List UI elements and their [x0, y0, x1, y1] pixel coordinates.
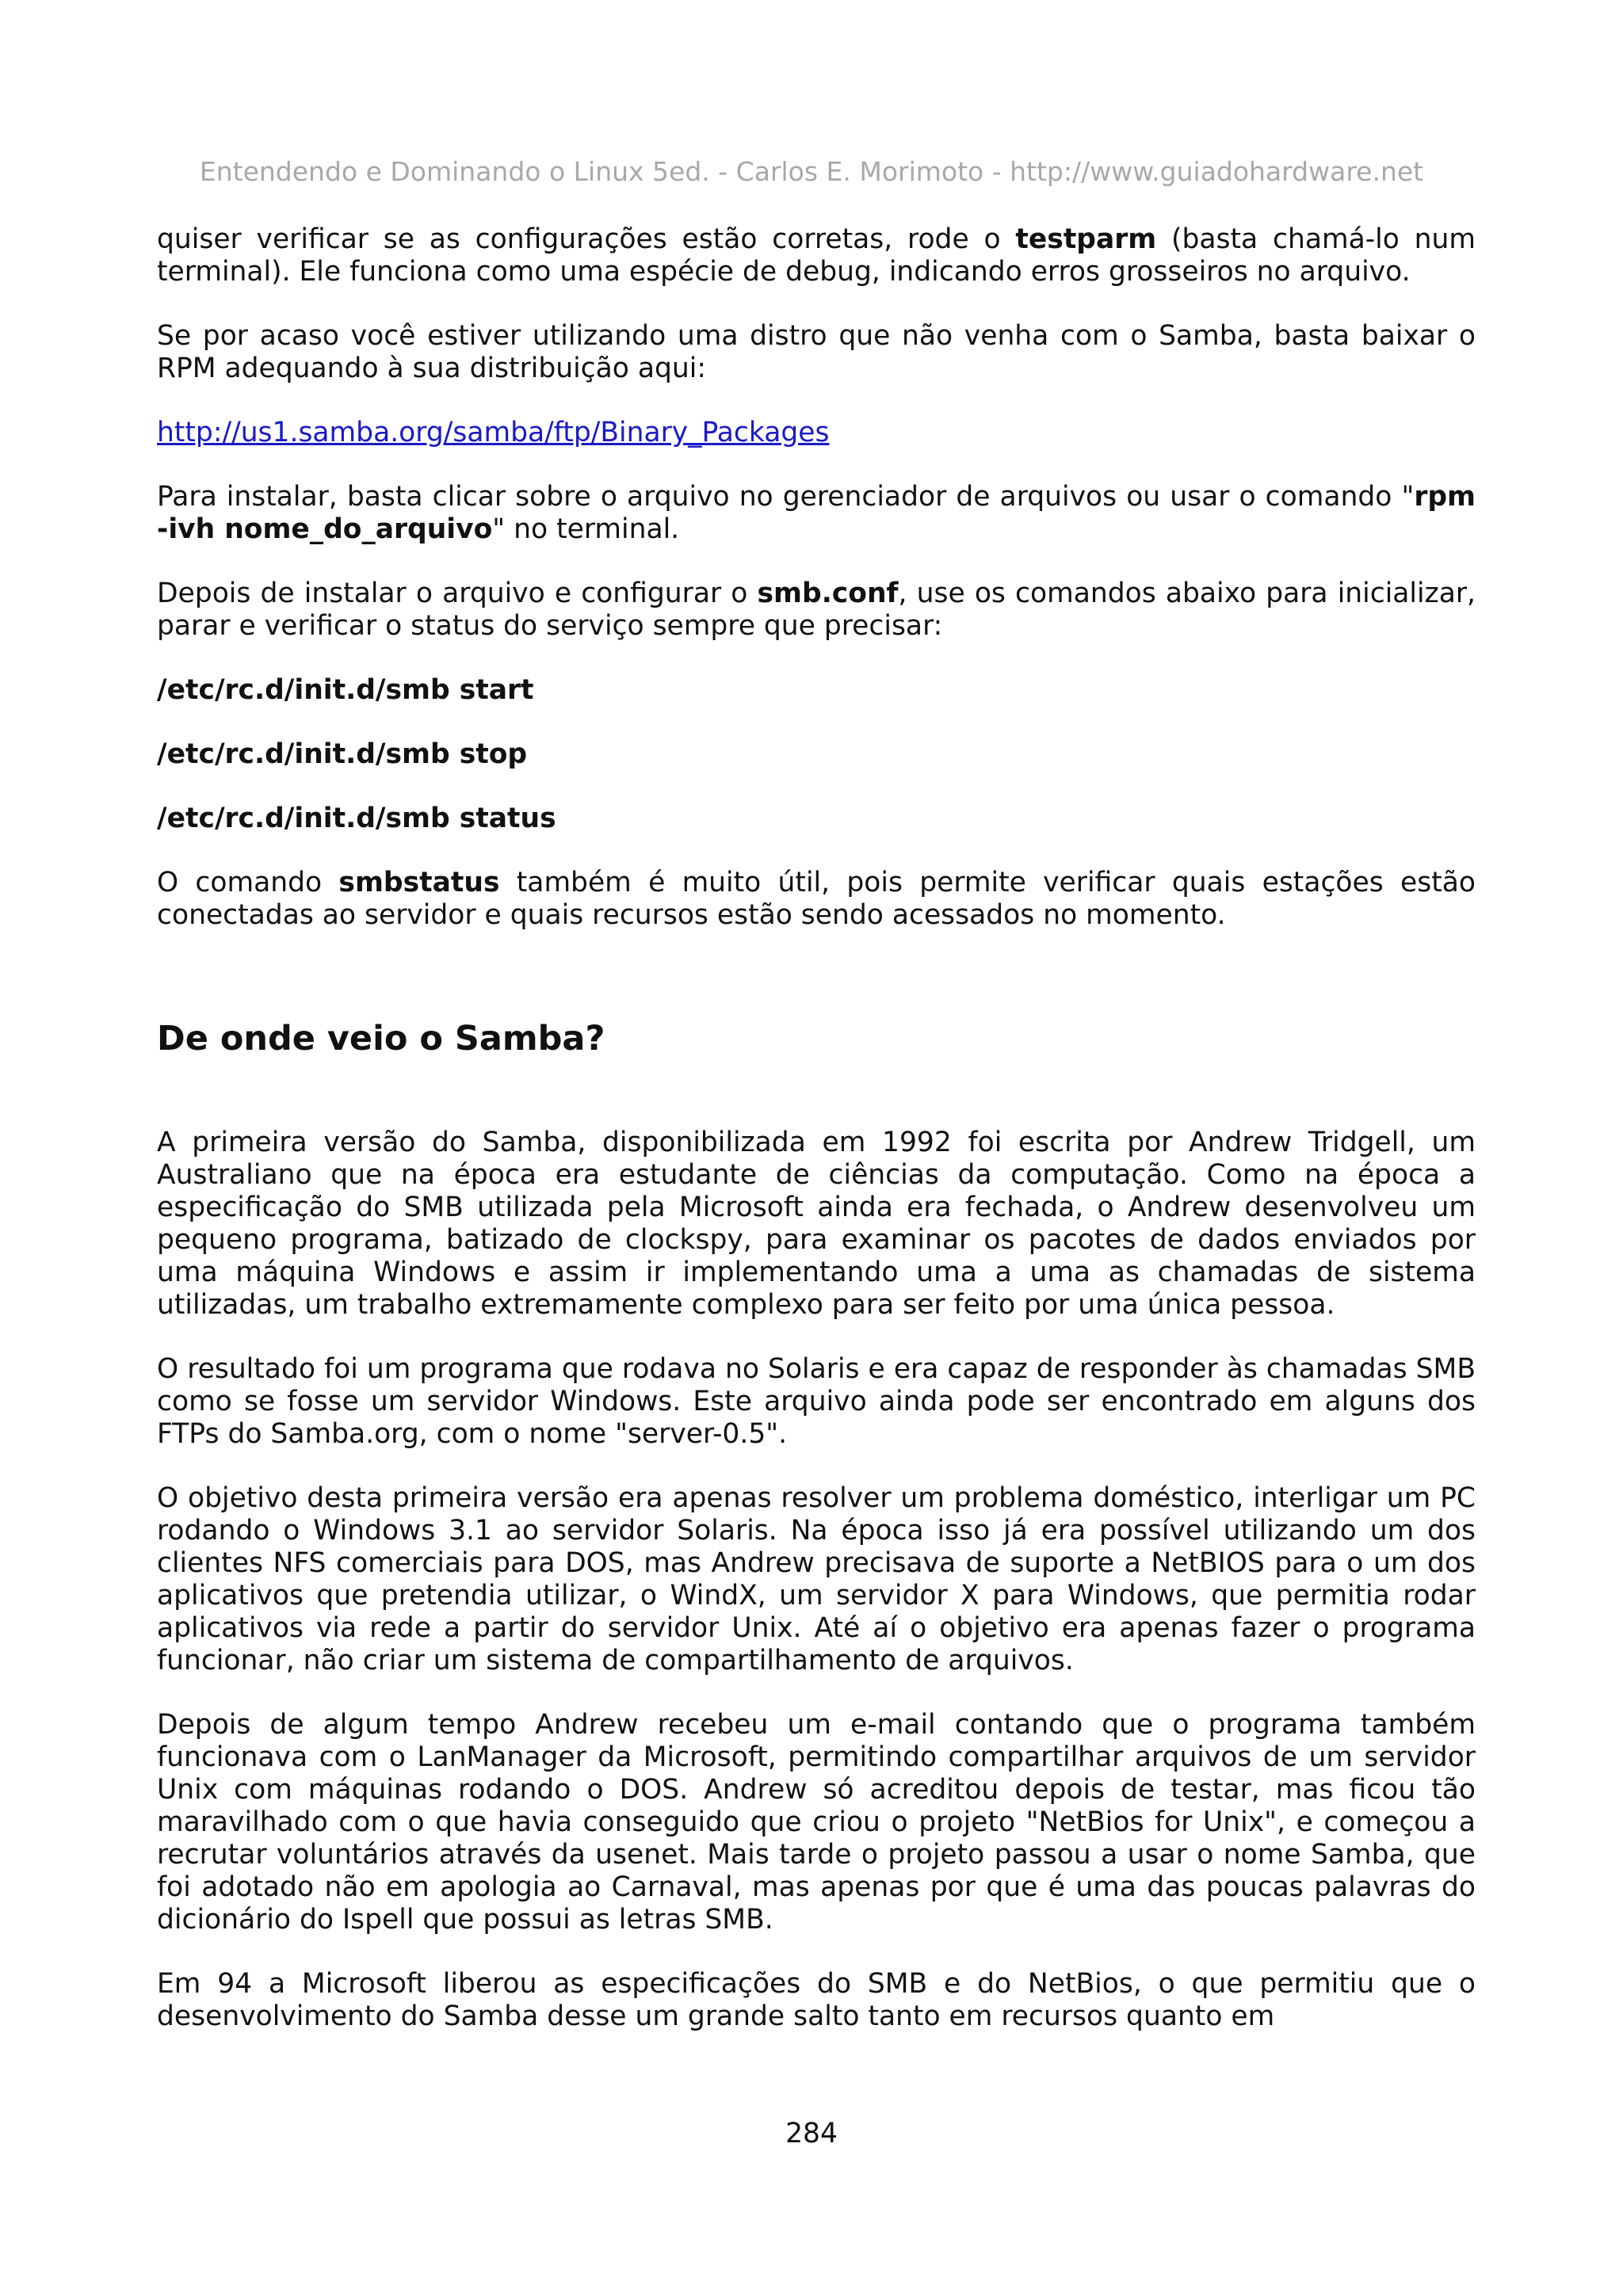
- paragraph-history-5: Em 94 a Microsoft liberou as especificações do SMB e do NetBios, o que permitiu que o desenvolvimento do Samba desse um grande salto tanto em recursos quanto em: [157, 1968, 1476, 2032]
- paragraph-download-rpm: Se por acaso você estiver utilizando uma distro que não venha com o Samba, basta baixar o RPM adequando à sua distribuição aqui:: [157, 320, 1476, 384]
- smb-conf-filename: smb.conf: [757, 578, 899, 609]
- paragraph-history-2: O resultado foi um programa que rodava no Solaris e era capaz de responder às chamadas SMB como se fosse um servidor Windows. Este arquivo ainda pode ser encontrado em alguns dos FTPs do Samba.org, com o nome "server-0.5".: [157, 1353, 1476, 1450]
- command-smb-status: /etc/rc.d/init.d/smb status: [157, 803, 556, 834]
- rpm-command: rpm -ivh nome_do_arquivo: [157, 481, 1476, 545]
- running-header: Entendendo e Dominando o Linux 5ed. - Carlos E. Morimoto - http://www.guiadohardware.net: [199, 156, 1424, 187]
- paragraph-configure: Depois de instalar o arquivo e configurar o smb.conf, use os comandos abaixo para inicializar, parar e verificar o status do serviço sempre que precisar:: [157, 578, 1476, 642]
- paragraph-link: [157, 417, 1476, 449]
- samba-binary-packages-link[interactable]: http://us1.samba.org/samba/ftp/Binary_Packages: [157, 417, 830, 448]
- paragraph-history-1: A primeira versão do Samba, disponibilizada em 1992 foi escrita por Andrew Tridgell, um Australiano que na época era estudante de ciências da computação. Como na época a especificação do SMB utilizada pela Microsoft ainda era fechada, o Andrew desenvolveu um pequeno programa, batizado de clockspy, para examinar os pacotes de dados enviados por uma máquina Windows e assim ir implementando uma a uma as chamadas de sistema utilizadas, um trabalho extremamente complexo para ser feito por uma única pessoa.: [157, 1127, 1476, 1321]
- paragraph-smbstatus: O comando smbstatus também é muito útil, pois permite verificar quais estações estão conectadas ao servidor e quais recursos estão sendo acessados no momento.: [157, 867, 1476, 931]
- page-number: 284: [785, 2118, 838, 2149]
- paragraph-history-4: Depois de algum tempo Andrew recebeu um e-mail contando que o programa também funcionava com o LanManager da Microsoft, permitindo compartilhar arquivos de um servidor Unix com máquinas rodando o DOS. Andrew só acreditou depois de testar, mas ficou tão maravilhado com o que havia conseguido que criou o projeto "NetBios for Unix", e começou a recrutar voluntários através da usenet. Mais tarde o projeto passou a usar o nome Samba, que foi adotado não em apologia ao Carnaval, mas apenas por que é uma das poucas palavras do dicionário do Ispell que possui as letras SMB.: [157, 1709, 1476, 1936]
- command-smb-stop: /etc/rc.d/init.d/smb stop: [157, 738, 528, 770]
- page-content: [157, 223, 1476, 2065]
- paragraph-testparm: quiser verificar se as configurações estão corretas, rode o testparm (basta chamá-lo num terminal). Ele funciona como uma espécie de debug, indicando erros grosseiros no arquivo.: [157, 223, 1476, 288]
- section-heading: De onde veio o Samba?: [157, 1019, 605, 1058]
- command-smb-start: /etc/rc.d/init.d/smb start: [157, 674, 534, 706]
- smbstatus-command: smbstatus: [338, 867, 500, 898]
- paragraph-history-3: O objetivo desta primeira versão era apenas resolver um problema doméstico, interligar um PC rodando o Windows 3.1 ao servidor Solaris. Na época isso já era possível utilizando um dos clientes NFS comerciais para DOS, mas Andrew precisava de suporte a NetBIOS para o um dos aplicativos que pretendia utilizar, o WindX, um servidor X para Windows, que permitia rodar aplicativos via rede a partir do servidor Unix. Até aí o objetivo era apenas fazer o programa funcionar, não criar um sistema de compartilhamento de arquivos.: [157, 1482, 1476, 1676]
- testparm-command: testparm: [1015, 223, 1157, 255]
- paragraph-install: Para instalar, basta clicar sobre o arquivo no gerenciador de arquivos ou usar o comando "rpm -ivh nome_do_arquivo" no terminal.: [157, 481, 1476, 545]
